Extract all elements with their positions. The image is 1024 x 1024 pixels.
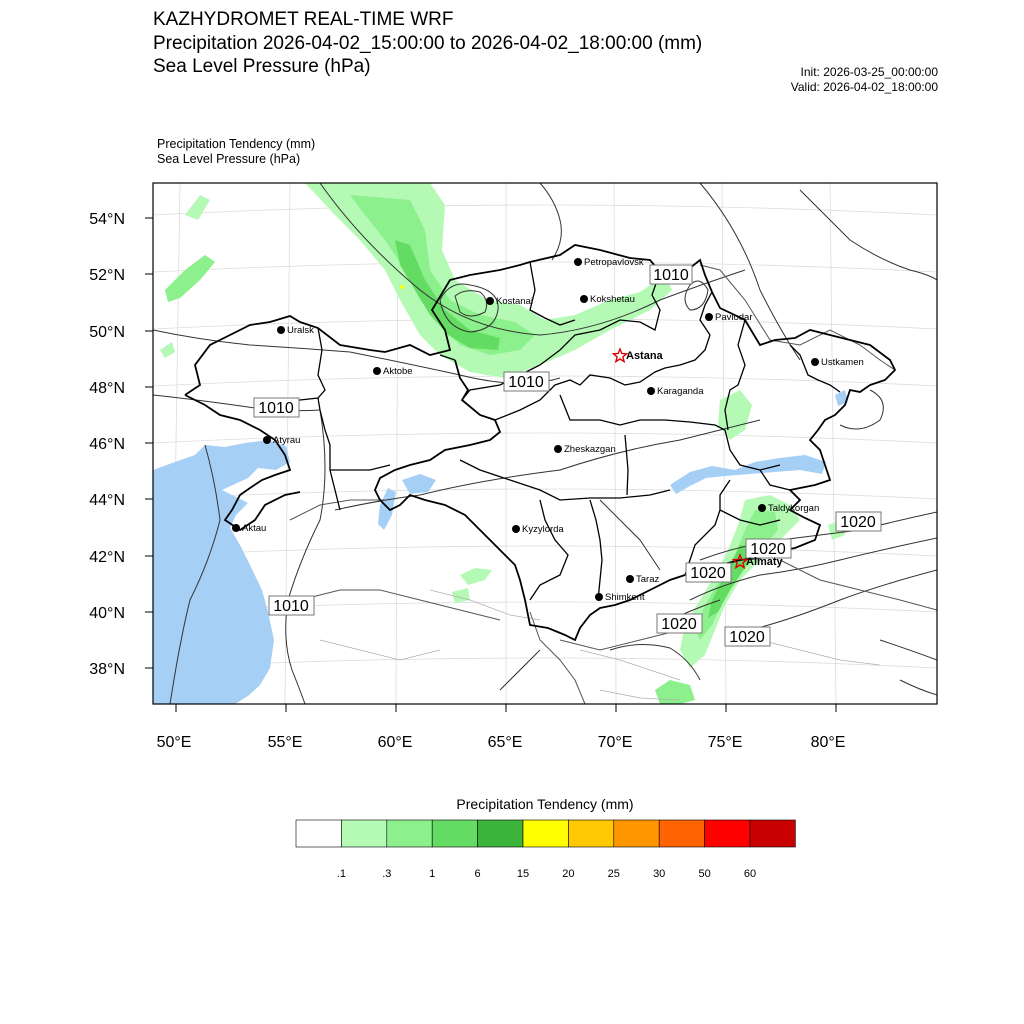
product-title: KAZHYDROMET REAL-TIME WRF [153,9,454,30]
city-marker [574,257,644,268]
lat-label: 44°N [89,492,125,509]
colorbar-swatch [523,820,568,847]
svg-text:1010: 1010 [508,374,544,391]
slp-title: Sea Level Pressure (hPa) [153,56,371,77]
svg-text:1020: 1020 [661,616,697,633]
field-label-slp: Sea Level Pressure (hPa) [157,152,301,166]
isobar-label [836,512,881,531]
city-marker [758,503,819,514]
colorbar-label: 50 [698,868,711,880]
colorbar-swatches [296,820,795,847]
svg-text:Karaganda: Karaganda [657,386,704,397]
lat-label: 42°N [89,549,125,566]
lat-label: 38°N [89,661,125,678]
svg-text:Kostanai: Kostanai [496,296,533,307]
lon-label: 75°E [707,734,743,751]
lat-label: 54°N [89,211,125,228]
svg-text:1020: 1020 [840,514,876,531]
valid-time: Valid: 2026-04-02_18:00:00 [790,80,938,94]
field-label-precip: Precipitation Tendency (mm) [157,137,316,151]
colorbar-swatch [296,820,341,847]
svg-text:Taldykorgan: Taldykorgan [768,503,820,514]
colorbar-label: .3 [382,868,392,880]
colorbar [296,820,795,880]
lon-tick-marks [176,704,836,712]
svg-text:1020: 1020 [750,541,786,558]
svg-text:1010: 1010 [653,267,689,284]
colorbar-label: 15 [516,868,530,880]
colorbar-label: 1 [429,868,436,880]
isobar-label [650,265,692,284]
svg-text:Kyzylorda: Kyzylorda [522,524,564,535]
precip-max-dot [400,285,404,289]
isobar-label [254,398,299,417]
colorbar-swatch [705,820,750,847]
svg-text:Pavlodar: Pavlodar [715,312,753,323]
svg-text:Zheskazgan: Zheskazgan [564,444,616,455]
svg-text:Ustkamen: Ustkamen [821,357,864,368]
colorbar-title: Precipitation Tendency (mm) [456,796,634,812]
lat-tick-marks [145,218,153,668]
city-marker [554,444,616,455]
lon-label: 65°E [487,734,523,751]
precip-period-title: Precipitation 2026-04-02_15:00:00 to 2026-04-02_18:00:00 (mm) [153,33,703,54]
svg-text:Aktau: Aktau [242,523,267,534]
svg-text:1020: 1020 [690,565,726,582]
colorbar-swatch [568,820,613,847]
lon-label: 50°E [156,734,192,751]
colorbar-swatch [432,820,477,847]
svg-text:Aktobe: Aktobe [383,366,413,377]
colorbar-label: 6 [474,868,481,880]
isobar-label [686,563,731,582]
lon-label: 55°E [267,734,303,751]
isobar-label [657,614,702,633]
svg-text:Astana: Astana [626,350,663,362]
isobar-label [725,627,770,646]
map-plot-area [153,183,937,704]
isobar-label [504,372,549,391]
colorbar-swatch [478,820,523,847]
lat-label: 48°N [89,380,125,397]
init-time: Init: 2026-03-25_00:00:00 [800,65,938,79]
colorbar-label: 60 [743,868,757,880]
svg-text:Shimkent: Shimkent [605,592,645,603]
svg-text:Uralsk: Uralsk [287,325,314,336]
colorbar-swatch [614,820,659,847]
colorbar-swatch [750,820,795,847]
lat-label: 46°N [89,436,125,453]
colorbar-label: .1 [336,868,346,880]
colorbar-swatch [659,820,704,847]
colorbar-label: 25 [607,868,620,880]
colorbar-swatch [341,820,386,847]
isobar-label [269,596,314,615]
svg-text:Atyrau: Atyrau [273,435,301,446]
svg-text:1010: 1010 [258,400,294,417]
lon-label: 60°E [377,734,413,751]
svg-text:Taraz: Taraz [636,574,660,585]
svg-text:1020: 1020 [729,629,765,646]
lat-label: 40°N [89,605,125,622]
svg-text:Petropavlovsk: Petropavlovsk [584,257,644,268]
svg-text:Almaty: Almaty [746,556,783,568]
lat-tick-labels [89,211,125,678]
colorbar-labels [337,868,756,880]
lon-tick-labels [157,734,846,751]
lon-label: 80°E [810,734,846,751]
svg-text:Kokshetau: Kokshetau [590,294,635,305]
lon-label: 70°E [597,734,633,751]
lat-label: 52°N [89,267,125,284]
colorbar-label: 30 [653,868,666,880]
colorbar-label: 20 [562,868,575,880]
svg-text:1010: 1010 [273,598,309,615]
lat-label: 50°N [89,324,125,341]
colorbar-swatch [387,820,432,847]
